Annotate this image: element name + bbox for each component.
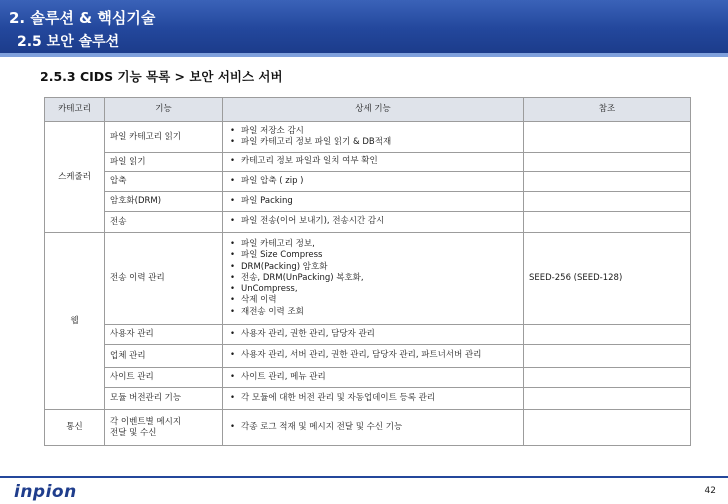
details-list <box>228 126 518 149</box>
details-cell <box>223 368 524 388</box>
function-line: 각 이벤트별 메시지 <box>110 416 182 427</box>
table-row <box>45 192 691 212</box>
function-cell: 전송 이력 관리 <box>105 233 223 325</box>
details-list <box>228 176 518 187</box>
detail-item: • DRM(Packing) 암호화 <box>228 262 518 273</box>
detail-item: • UnCompress, <box>228 284 518 295</box>
reference-cell <box>524 122 691 153</box>
detail-item: • 사용자 관리, 서버 관리, 권한 관리, 담당자 관리, 파트너서버 관리 <box>228 350 518 361</box>
footer-line <box>0 476 728 478</box>
details-cell <box>223 388 524 410</box>
function-cell: 업체 관리 <box>105 345 223 368</box>
function-cell: 전송 <box>105 212 223 233</box>
category-cell: 웹 <box>45 233 105 410</box>
details-cell <box>223 410 524 446</box>
header-accent-line <box>0 53 728 57</box>
table-row <box>45 388 691 410</box>
detail-item: • 카테고리 정보 파일과 일치 여부 확인 <box>228 156 518 167</box>
detail-item: • 파일 카테고리 정보 파일 읽기 & DB적재 <box>228 137 518 148</box>
details-cell <box>223 172 524 192</box>
details-list <box>228 329 518 340</box>
table-row <box>45 368 691 388</box>
detail-item: • 파일 저장소 감시 <box>228 126 518 137</box>
function-cell: 모듈 버전관리 기능 <box>105 388 223 410</box>
details-cell <box>223 122 524 153</box>
table-row <box>45 172 691 192</box>
details-list <box>228 422 518 433</box>
reference-cell <box>524 153 691 172</box>
header-reference: 참조 <box>524 98 691 122</box>
category-cell: 스케줄러 <box>45 122 105 233</box>
section-title: 2.5 보안 솔루션 <box>17 34 120 50</box>
reference-cell <box>524 192 691 212</box>
details-cell <box>223 153 524 172</box>
table-row <box>45 325 691 345</box>
details-list <box>228 156 518 167</box>
function-cell: 파일 읽기 <box>105 153 223 172</box>
reference-cell <box>524 172 691 192</box>
reference-cell: SEED-256 (SEED-128) <box>524 233 691 325</box>
detail-item: • 사용자 관리, 권한 관리, 담당자 관리 <box>228 329 518 340</box>
details-cell <box>223 233 524 325</box>
reference-cell <box>524 388 691 410</box>
detail-item: • 파일 Packing <box>228 196 518 207</box>
detail-item: • 삭제 이력 <box>228 295 518 306</box>
detail-item: • 파일 카테고리 정보, <box>228 239 518 250</box>
detail-item: • 사이트 관리, 메뉴 관리 <box>228 372 518 383</box>
details-list <box>228 393 518 404</box>
reference-cell <box>524 325 691 345</box>
detail-item: • 파일 Size Compress <box>228 250 518 261</box>
page-number: 42 <box>704 486 716 496</box>
table-body <box>45 122 691 446</box>
detail-item: • 전송, DRM(UnPacking) 복호화, <box>228 273 518 284</box>
function-table <box>44 97 691 446</box>
detail-item: • 재전송 이력 조회 <box>228 307 518 318</box>
detail-item: • 각종 로그 적재 및 메시지 전달 및 수신 기능 <box>228 422 518 433</box>
function-cell: 압축 <box>105 172 223 192</box>
header-function: 기능 <box>105 98 223 122</box>
function-cell: 파일 카테고리 읽기 <box>105 122 223 153</box>
function-cell: 암호화(DRM) <box>105 192 223 212</box>
reference-cell <box>524 410 691 446</box>
details-cell <box>223 345 524 368</box>
table-row <box>45 153 691 172</box>
details-cell <box>223 212 524 233</box>
details-list <box>228 239 518 318</box>
table-row <box>45 212 691 233</box>
category-cell: 통신 <box>45 410 105 446</box>
details-list <box>228 196 518 207</box>
function-line: 전달 및 수신 <box>110 427 157 438</box>
company-logo: inpion <box>14 482 77 502</box>
table-header-row <box>45 98 691 122</box>
function-cell <box>105 410 223 446</box>
header-category: 카테고리 <box>45 98 105 122</box>
table-row <box>45 410 691 446</box>
header-details: 상세 기능 <box>223 98 524 122</box>
reference-cell <box>524 368 691 388</box>
reference-cell <box>524 212 691 233</box>
subsection-title: 2.5.3 CIDS 기능 목록 > 보안 서비스 서버 <box>40 69 283 84</box>
reference-cell <box>524 345 691 368</box>
function-cell: 사용자 관리 <box>105 325 223 345</box>
details-list <box>228 216 518 227</box>
page-title: 2. 솔루션 & 핵심기술 <box>9 9 156 27</box>
table-row <box>45 122 691 153</box>
table-row <box>45 345 691 368</box>
detail-item: • 파일 압축 ( zip ) <box>228 176 518 187</box>
detail-item: • 파일 전송(이어 보내기), 전송시간 감시 <box>228 216 518 227</box>
details-cell <box>223 192 524 212</box>
detail-item: • 각 모듈에 대한 버전 관리 및 자동업데이트 등록 관리 <box>228 393 518 404</box>
table-row <box>45 233 691 325</box>
function-cell: 사이트 관리 <box>105 368 223 388</box>
details-list <box>228 372 518 383</box>
details-cell <box>223 325 524 345</box>
details-list <box>228 350 518 361</box>
